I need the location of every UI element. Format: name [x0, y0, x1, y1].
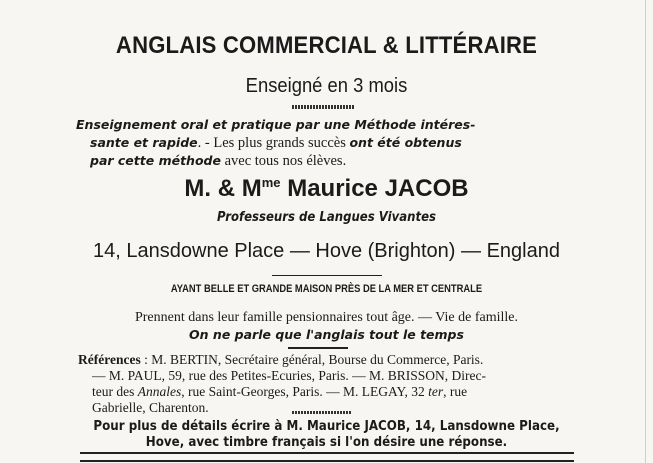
teacher-name: M. & $M^{me}$ Maurice JACOB — [184, 175, 469, 202]
wavy-divider — [292, 411, 352, 414]
english-only-line: On ne parle que l'anglais tout le temps — [189, 327, 464, 342]
intro-text: avec tous nos élèves. — [220, 153, 347, 169]
profession: Professeurs de Langues Vivantes — [216, 210, 436, 225]
divider — [288, 347, 348, 349]
contact-footer — [39, 418, 614, 450]
intro-italic: par cette méthode — [90, 153, 221, 168]
wavy-divider — [292, 105, 354, 109]
references-label: Références — [78, 352, 141, 367]
intro-italic: sante et rapide — [90, 135, 198, 150]
references-text: — M. PAUL, 59, rue des Petites-Ecuries, Paris. — M. BRISSON, Direc- — [92, 368, 486, 383]
divider — [272, 275, 382, 276]
references: Références : M. BERTIN, Secrétaire général, Bourse du Commerce, Paris. — M. PAUL, 59, rue des Petites-Ecuries, Paris. — M. BRISSON, Direc- teur des Annales, rue Saint-Georges, Paris. — M. LEGAY, 32 ter, rue Gabrielle, Charenton. — [78, 352, 576, 416]
intro-italic: ont été obtenus — [349, 135, 462, 150]
boarders-line: Prennent dans leur famille pensionnaires tout âge. — Vie de famille. — [134, 310, 518, 325]
ad-title: ANGLAIS COMMERCIAL & LITTÉRAIRE — [115, 32, 538, 59]
intro-text: . - Les plus grands succès — [197, 135, 350, 151]
address: 14, Lansdowne Place — Hove (Brighton) — England — [93, 240, 560, 262]
references-text: : M. BERTIN, Secrétaire général, Bourse du Commerce, Paris. — [140, 352, 484, 367]
references-text: Gabrielle, Charenton. — [92, 400, 209, 415]
footer-line-2: Hove, avec timbre français si l'on désire une réponse. — [145, 434, 508, 450]
ad-subtitle: Enseigné en 3 mois — [245, 75, 408, 97]
intro-paragraph — [76, 116, 576, 170]
intro-line-1: Enseignement oral et pratique par une Méthode intéres- — [76, 117, 476, 132]
footer-line-1: Pour plus de détails écrire à M. Maurice JACOB, 14, Lansdowne Place, — [93, 418, 560, 434]
house-description: AYANT BELLE ET GRANDE MAISON PRÈS DE LA MER ET CENTRALE — [170, 283, 483, 295]
double-rule — [80, 452, 574, 462]
